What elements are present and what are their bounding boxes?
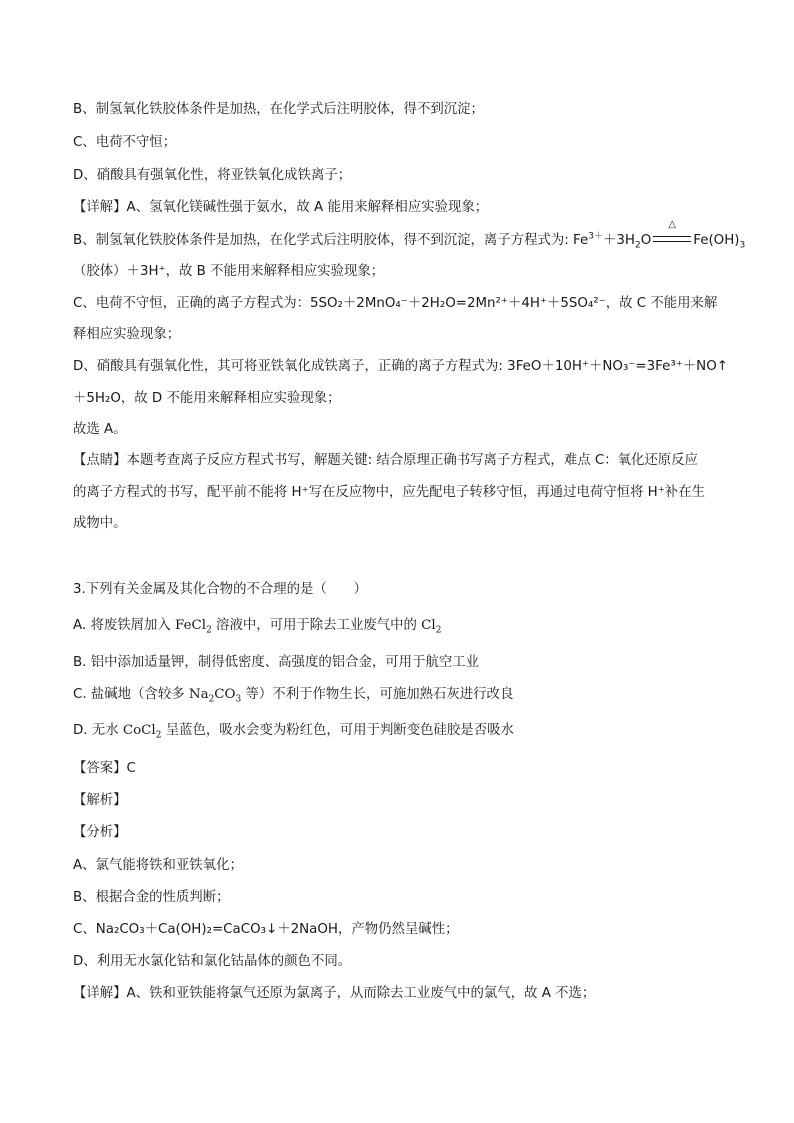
formula-cl2-sub: 2	[435, 625, 442, 636]
q3-explain-heading: 【解析】	[73, 793, 127, 808]
formula-na2co3-sub2: 3	[235, 694, 242, 705]
q2-analysis-c: C、电荷不守恒；	[73, 135, 177, 150]
q2-detail-a: 【详解】A、氢氧化镁碱性强于氨水，故 A 能用来解释相应实验现象；	[73, 200, 489, 215]
formula-cocl2-base: CoCl	[122, 723, 156, 738]
formula-fecl2-base: FeCl	[175, 618, 207, 633]
q2-feoh-formula: Fe(OH)	[693, 233, 740, 248]
q3-option-a	[73, 616, 441, 636]
q3-detail-a: 【详解】A、铁和亚铁能将氯气还原为氯离子，从而除去工业废气中的氯气，故 A 不选；	[73, 986, 596, 1001]
q2-detail-b-line2: （胶体）＋3H⁺，故 B 不能用来解释相应实验现象；	[73, 264, 385, 279]
q3-analysis-a: A、氯气能将铁和亚铁氧化；	[73, 858, 243, 873]
heat-triangle-icon: △	[668, 219, 677, 230]
q3-option-c-post: 等）不利于作物生长，可施加熟石灰进行改良	[241, 687, 514, 702]
q3-stem: 3.下列有关金属及其化合物的不合理的是（ ）	[73, 582, 367, 597]
reaction-condition-heat	[653, 219, 691, 251]
q2-detail-b-line1	[73, 219, 746, 251]
formula-cocl2	[122, 723, 162, 741]
q2-h2o-o: O	[640, 233, 652, 248]
q2-comment-line1: 【点睛】本题考查离子反应方程式书写，解题关键: 结合原理正确书写离子方程式，难点 C：氧化还原反应	[73, 453, 698, 468]
q2-h2o-coef: ＋3H	[602, 233, 635, 248]
q3-analysis-heading: 【分析】	[73, 825, 127, 840]
q2-comment-line3: 成物中。	[73, 516, 127, 531]
q2-detail-c-line1: C、电荷不守恒，正确的离子方程式为：5SO₂＋2MnO₄⁻＋2H₂O=2Mn²⁺＋4H⁺＋5SO₄²⁻，故 C 不能用来解	[73, 296, 718, 311]
q3-answer: 【答案】C	[73, 761, 136, 776]
q2-detail-c-line2: 释相应实验现象；	[73, 327, 181, 342]
q3-option-c-text: C. 盐碱地（含较多	[73, 687, 189, 702]
formula-na2co3-co: CO	[214, 687, 236, 702]
equilibrium-double-bar	[653, 236, 691, 242]
q3-option-a-mid: 溶液中，可用于除去工业废气中的	[211, 618, 422, 633]
q2-detail-d-line1: D、硝酸具有强氧化性，其可将亚铁氧化成铁离子，正确的离子方程式为: 3FeO＋10H⁺＋NO₃⁻=3Fe³⁺＋NO↑	[73, 359, 728, 374]
q3-option-d-post: 呈蓝色，吸水会变为粉红色，可用于判断变色硅胶是否吸水	[161, 723, 514, 738]
q2-fe-charge: 3＋	[588, 231, 603, 242]
q2-h2o-sub: 2	[634, 240, 641, 251]
q3-option-d-text: D. 无水	[73, 723, 123, 738]
q3-analysis-c: C、Na₂CO₃＋Ca(OH)₂=CaCO₃↓＋2NaOH，产物仍然呈碱性；	[73, 922, 459, 937]
formula-cl2-base: Cl	[421, 618, 436, 633]
formula-na2co3	[188, 687, 242, 705]
q2-comment-line2: 的离子方程式的书写，配平前不能将 H⁺写在反应物中，应先配电子转移守恒，再通过电荷守恒将 H⁺补在生	[73, 485, 705, 500]
q2-analysis-b: B、制氢氧化铁胶体条件是加热，在化学式后注明胶体，得不到沉淀；	[73, 102, 484, 117]
q2-choose: 故选 A。	[73, 422, 127, 437]
q2-feoh-sub: 3	[739, 240, 746, 251]
q2-analysis-d: D、硝酸具有强氧化性，将亚铁氧化成铁离子；	[73, 168, 352, 183]
formula-fecl2-sub: 2	[206, 625, 212, 636]
formula-fecl2	[175, 618, 212, 636]
q3-option-b: B. 铝中添加适量钾，制得低密度、高强度的铝合金，可用于航空工业	[73, 655, 480, 670]
q3-analysis-d: D、利用无水氯化钴和氯化钴晶体的颜色不同。	[73, 954, 352, 969]
formula-na2co3-sub1: 2	[208, 694, 215, 705]
q3-option-a-text: A. 将废铁屑加入	[73, 618, 176, 633]
q2-detail-d-line2: ＋5H₂O，故 D 不能用来解释相应实验现象；	[73, 391, 341, 406]
q3-option-d	[73, 721, 514, 741]
formula-cocl2-sub: 2	[155, 730, 162, 741]
formula-cl2	[421, 618, 442, 636]
q2-detail-b-text: B、制氢氧化铁胶体条件是加热，在化学式后注明胶体，得不到沉淀，离子方程式为: Fe	[73, 233, 589, 248]
q3-option-c	[73, 685, 513, 705]
formula-na2co3-na: Na	[188, 687, 209, 702]
q3-analysis-b: B、根据合金的性质判断；	[73, 890, 230, 905]
